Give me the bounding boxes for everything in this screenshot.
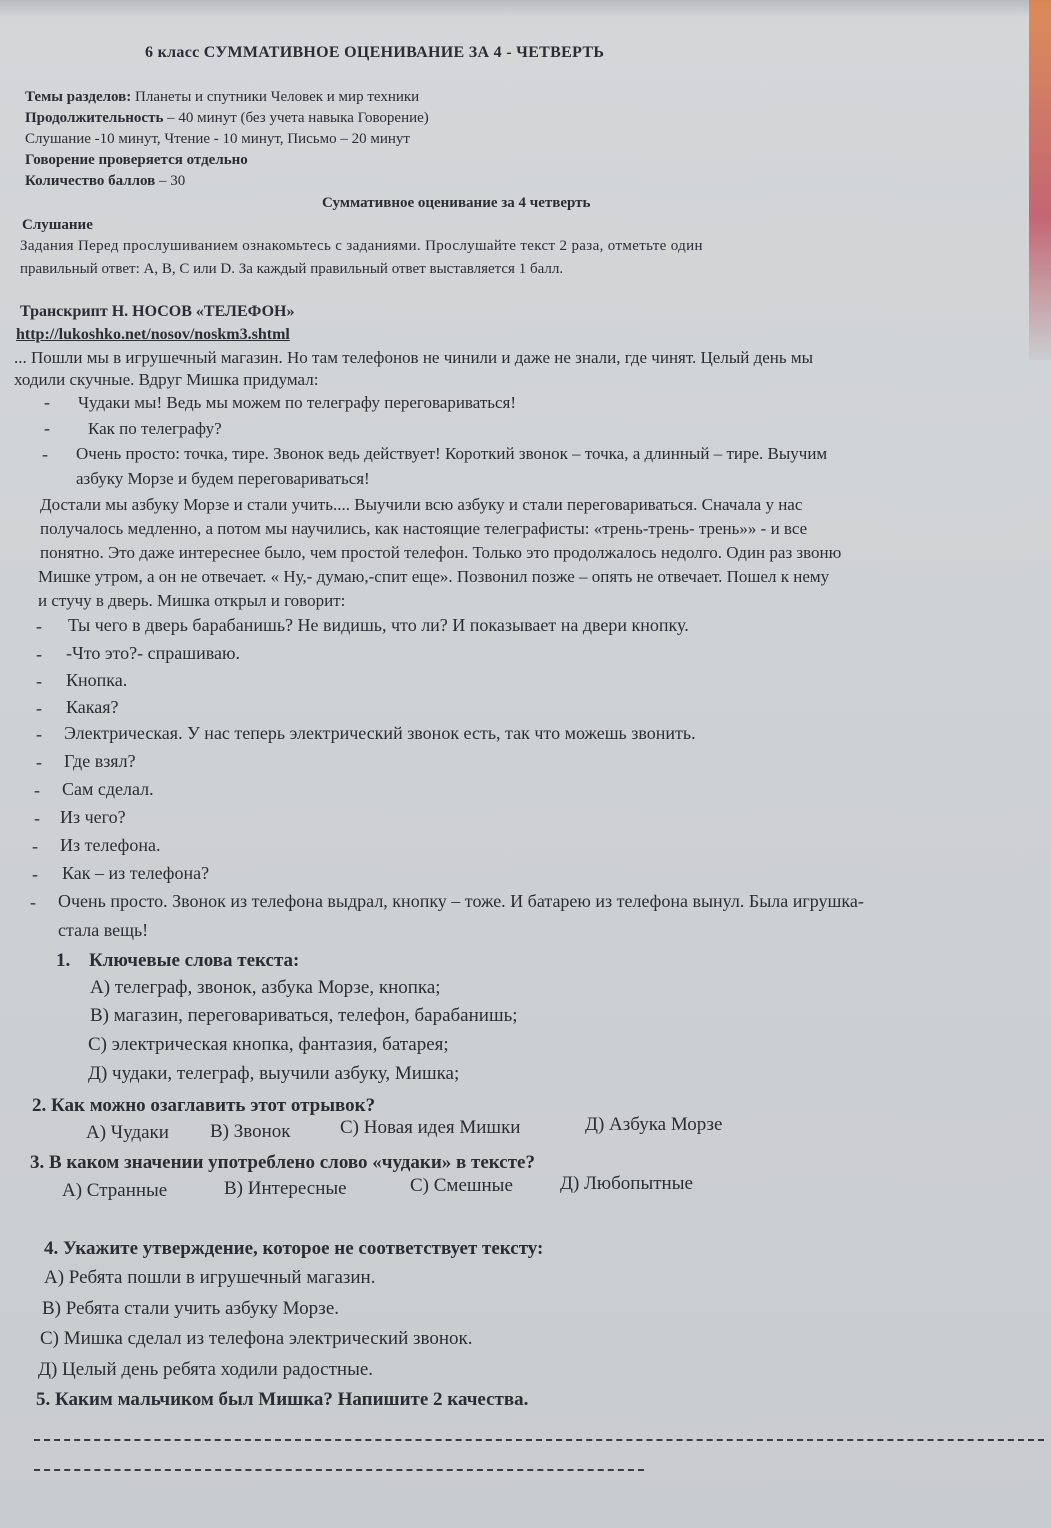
dash-bullet: - [36, 698, 42, 718]
q2-option-b[interactable]: В) Звонок [210, 1121, 291, 1142]
dialog-line: Чудаки мы! Ведь мы можем по телеграфу переговариваться! [78, 393, 517, 412]
q1-option-d[interactable]: Д) чудаки, телеграф, выучили азбуку, Мишка; [88, 1063, 460, 1084]
duration-value: – 40 минут (без учета навыка Говорение) [167, 110, 429, 126]
q2-option-d[interactable]: Д) Азбука Морзе [585, 1114, 723, 1135]
dialog-line: Сам сделал. [62, 779, 154, 799]
paragraph-line: Достали мы азбуку Морзе и стали учить.... Выучили всю азбуку и стали переговариваться. Сначала у нас [40, 495, 803, 514]
q1-option-c[interactable]: С) электрическая кнопка, фантазия, батарея; [88, 1034, 449, 1055]
q4-option-a[interactable]: А) Ребята пошли в игрушечный магазин. [44, 1267, 376, 1288]
listening-task-line2: правильный ответ: А, В, С или D. За каждый правильный ответ выставляется 1 балл. [20, 261, 564, 277]
dialog-line: Очень просто: точка, тире. Звонок ведь действует! Короткий звонок – точка, а длинный – тире. Выучим [76, 444, 828, 463]
dialog-line: Где взял? [64, 751, 136, 771]
dash-bullet: - [36, 724, 42, 744]
dash-bullet: - [32, 864, 38, 884]
q2-option-a[interactable]: А) Чудаки [86, 1122, 169, 1143]
dialog-line: Какая? [66, 697, 119, 717]
dialog-line: Очень просто. Звонок из телефона выдрал, кнопку – тоже. И батарею из телефона вынул. Была игрушка- [58, 891, 864, 911]
paragraph-line: Мишке утром, а он не отвечает. « Ну,- думаю,-спит еще». Позвонил позже – опять не отвечает. Пошел к нему [38, 567, 830, 586]
paragraph-line: получалось медленно, а потом мы научились, как настоящие телеграфисты: «трень-трень- трень»» - и все [40, 519, 808, 538]
topics-line [25, 89, 419, 106]
dialog-line: Из чего? [60, 807, 126, 827]
question-3: 3. В каком значении употреблено слово «чудаки» в тексте? [30, 1152, 535, 1173]
question-2: 2. Как можно озаглавить этот отрывок? [32, 1095, 376, 1116]
dash-bullet: - [36, 671, 42, 691]
dash-bullet: - [42, 444, 48, 464]
points-line [25, 173, 185, 190]
dash-bullet: - [32, 836, 38, 856]
dialog-line: Кнопка. [66, 670, 128, 690]
intro-line2: ходили скучные. Вдруг Мишка придумал: [14, 370, 319, 389]
q4-option-b[interactable]: В) Ребята стали учить азбуку Морзе. [42, 1298, 339, 1319]
intro-line1: ... Пошли мы в игрушечный магазин. Но там телефонов не чинили и даже не знали, где чинят. Целый день мы [14, 348, 814, 367]
dialog-line: Как по телеграфу? [88, 419, 222, 438]
paragraph-line: понятно. Это даже интереснее было, чем простой телефон. Только это продолжалось недолго. Один раз звоню [40, 543, 842, 562]
q4-option-c[interactable]: С) Мишка сделал из телефона электрический звонок. [40, 1328, 473, 1349]
duration-line [25, 110, 429, 127]
transcript-heading: Транскрипт Н. НОСОВ «ТЕЛЕФОН» [20, 303, 295, 320]
dialog-line: Электрическая. У нас теперь электрический звонок есть, так что можешь звонить. [64, 723, 696, 743]
dialog-line: стала вещь! [58, 920, 149, 940]
dash-bullet: - [44, 418, 50, 438]
topics-value: Планеты и спутники Человек и мир техники [135, 89, 420, 105]
dialog-line: -Что это?- спрашиваю. [66, 643, 240, 663]
question-1-text: Ключевые слова текста: [89, 950, 300, 971]
dash-bullet: - [34, 780, 40, 800]
question-4: 4. Укажите утверждение, которое не соответствует тексту: [44, 1238, 544, 1259]
q4-option-d[interactable]: Д) Целый день ребята ходили радостные. [38, 1359, 374, 1380]
dash-bullet: - [36, 616, 42, 636]
answer-line-1[interactable] [34, 1439, 1044, 1441]
q3-option-d[interactable]: Д) Любопытные [560, 1173, 693, 1194]
question-5: 5. Каким мальчиком был Мишка? Напишите 2 качества. [36, 1389, 529, 1410]
page-title: 6 класс СУММАТИВНОЕ ОЦЕНИВАНИЕ ЗА 4 - ЧЕТВЕРТЬ [145, 44, 605, 61]
dash-bullet: - [36, 644, 42, 664]
question-1 [56, 950, 299, 972]
q3-option-a[interactable]: А) Странные [62, 1180, 168, 1201]
dialog-line: Из телефона. [60, 835, 161, 855]
dash-bullet: - [36, 752, 42, 772]
dialog-line: Как – из телефона? [62, 863, 210, 883]
duration-label: Продолжительность [25, 110, 164, 126]
points-label: Количество баллов [25, 173, 156, 189]
points-value: – 30 [159, 173, 186, 189]
dialog-line: Ты чего в дверь барабанишь? Не видишь, что ли? И показывает на двери кнопку. [68, 615, 689, 635]
q3-option-c[interactable]: С) Смешные [410, 1175, 513, 1196]
transcript-url[interactable]: http://lukoshko.net/nosov/noskm3.shtml [16, 326, 290, 343]
q2-option-c[interactable]: С) Новая идея Мишки [340, 1117, 521, 1138]
q1-option-a[interactable]: А) телеграф, звонок, азбука Морзе, кнопка; [90, 977, 441, 998]
dash-bullet: - [30, 892, 36, 912]
listening-heading: Слушание [22, 217, 93, 233]
topics-label: Темы разделов: [25, 89, 132, 105]
dialog-line: азбуку Морзе и будем переговариваться! [76, 469, 370, 488]
listening-task-line1: Задания Перед прослушиванием ознакомьтесь с заданиями. Прослушайте текст 2 раза, отметьте один [20, 238, 703, 254]
paragraph-line: и стучу в дверь. Мишка открыл и говорит: [38, 591, 346, 610]
dash-bullet: - [34, 808, 40, 828]
q1-option-b[interactable]: В) магазин, переговариваться, телефон, барабанишь; [90, 1005, 518, 1026]
sections-line: Слушание -10 минут, Чтение - 10 минут, Письмо – 20 минут [25, 131, 410, 147]
subtitle: Суммативное оценивание за 4 четверть [322, 195, 591, 211]
background-edge [1029, 0, 1051, 360]
dash-bullet: - [44, 392, 50, 412]
speaking-line: Говорение проверяется отдельно [25, 152, 248, 168]
photo-top-shadow [0, 0, 1051, 18]
answer-line-2[interactable] [34, 1469, 644, 1471]
question-1-number: 1. [56, 950, 71, 971]
q3-option-b[interactable]: В) Интересные [224, 1178, 347, 1199]
